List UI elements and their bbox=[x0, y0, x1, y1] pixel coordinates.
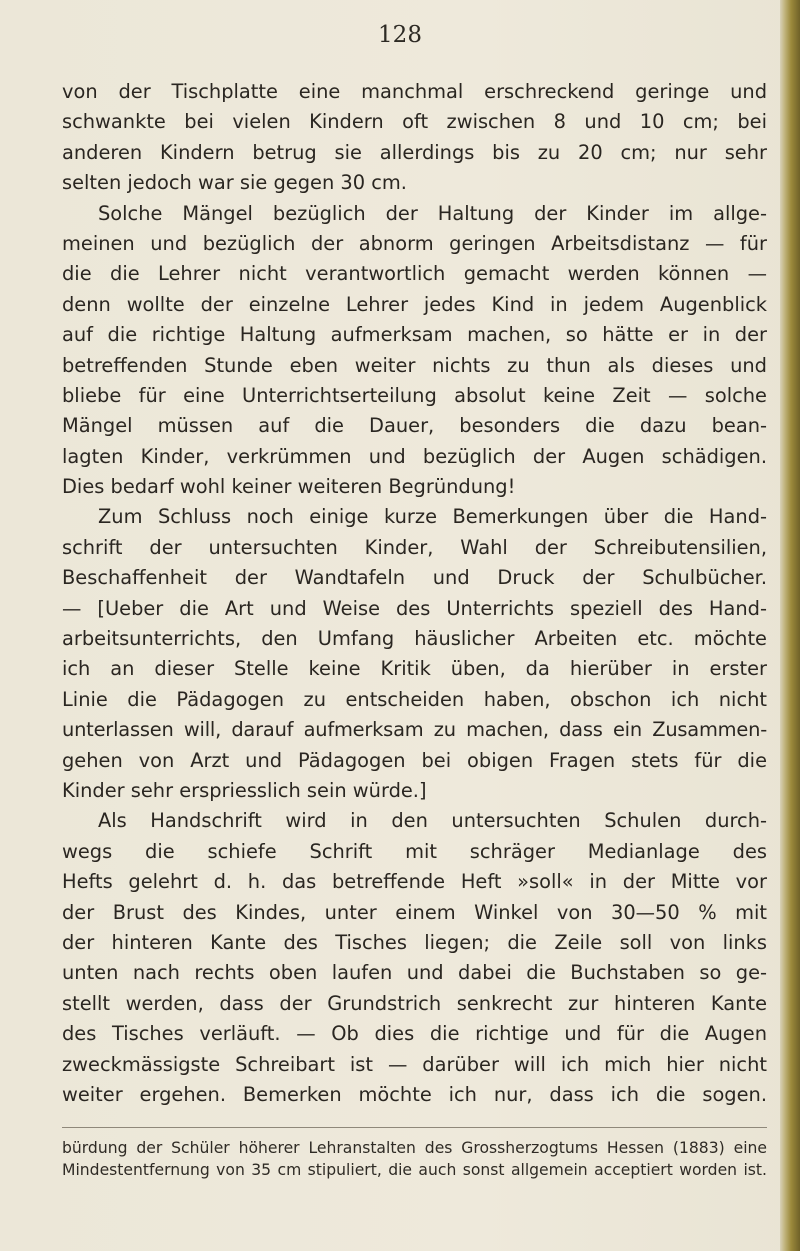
page-edge bbox=[780, 0, 800, 1251]
text-line: der hinteren Kante des Tisches liegen; die Zeile soll von links bbox=[62, 930, 767, 954]
text-line: Mängel müssen auf die Dauer, besonders die dazu bean- bbox=[62, 414, 767, 438]
page-number: 128 bbox=[378, 22, 422, 48]
body-text bbox=[62, 77, 767, 1110]
text-line: unterlassen will, darauf aufmerksam zu machen, dass ein Zusammen- bbox=[62, 718, 767, 742]
text-line: selten jedoch war sie gegen 30 cm. bbox=[62, 171, 407, 195]
text-line: Solche Mängel bezüglich der Haltung der Kinder im allge- bbox=[98, 201, 767, 225]
text-line: wegs die schiefe Schrift mit schräger Medianlage des bbox=[62, 839, 767, 863]
text-line: betreffenden Stunde eben weiter nichts zu thun als dieses und bbox=[62, 353, 767, 377]
text-line: lagten Kinder, verkrümmen und bezüglich der Augen schädigen. bbox=[62, 444, 767, 468]
text-line: stellt werden, dass der Grundstrich senkrecht zur hinteren Kante bbox=[62, 991, 767, 1015]
text-line: anderen Kindern betrug sie allerdings bis zu 20 cm; nur sehr bbox=[62, 140, 767, 164]
text-line: des Tisches verläuft. — Ob dies die richtige und für die Augen bbox=[62, 1022, 767, 1046]
text-line: Als Handschrift wird in den untersuchten Schulen durch- bbox=[98, 809, 767, 833]
text-line: der Brust des Kindes, unter einem Winkel von 30—50 % mit bbox=[62, 900, 767, 924]
text-line: Dies bedarf wohl keiner weiteren Begründung! bbox=[62, 475, 516, 499]
text-line: denn wollte der einzelne Lehrer jedes Kind in jedem Augenblick bbox=[62, 292, 767, 316]
text-line: arbeitsunterrichts, den Umfang häuslicher Arbeiten etc. möchte bbox=[62, 627, 767, 651]
text-line: zweckmässigste Schreibart ist — darüber will ich mich hier nicht bbox=[62, 1052, 767, 1076]
text-line: ich an dieser Stelle keine Kritik üben, da hierüber in erster bbox=[62, 657, 767, 681]
text-line: meinen und bezüglich der abnorm geringen Arbeitsdistanz — für bbox=[62, 231, 767, 255]
footnote-line: Mindestentfernung von 35 cm stipuliert, die auch sonst allgemein acceptiert worden ist. bbox=[62, 1161, 767, 1179]
text-line: Linie die Pädagogen zu entscheiden haben, obschon ich nicht bbox=[62, 687, 767, 711]
text-line: von der Tischplatte eine manchmal erschreckend geringe und bbox=[62, 80, 767, 103]
text-line: gehen von Arzt und Pädagogen bei obigen Fragen stets für die bbox=[62, 748, 767, 772]
footnote bbox=[62, 1137, 767, 1181]
text-line: Kinder sehr erspriesslich sein würde.] bbox=[62, 778, 427, 802]
text-line: Beschaffenheit der Wandtafeln und Druck der Schulbücher. bbox=[62, 566, 767, 590]
text-line: Hefts gelehrt d. h. das betreffende Heft »soll« in der Mitte vor bbox=[62, 870, 767, 894]
text-line: Zum Schluss noch einige kurze Bemerkungen über die Hand- bbox=[98, 505, 767, 529]
text-line: schwankte bei vielen Kindern oft zwischen 8 und 10 cm; bei bbox=[62, 110, 767, 134]
text-line: schrift der untersuchten Kinder, Wahl der Schreibutensilien, bbox=[62, 535, 767, 559]
text-line: weiter ergehen. Bemerken möchte ich nur, dass ich die sogen. bbox=[62, 1082, 767, 1106]
footnote-divider bbox=[62, 1127, 767, 1128]
footnote-line: bürdung der Schüler höherer Lehranstalten des Grossherzogtums Hessen (1883) eine bbox=[62, 1139, 767, 1157]
text-line: bliebe für eine Unterrichtserteilung absolut keine Zeit — solche bbox=[62, 383, 767, 407]
text-line: die die Lehrer nicht verantwortlich gemacht werden können — bbox=[62, 262, 767, 286]
text-line: unten nach rechts oben laufen und dabei die Buchstaben so ge- bbox=[62, 961, 767, 985]
text-line: auf die richtige Haltung aufmerksam machen, so hätte er in der bbox=[62, 323, 767, 347]
text-line: — [Ueber die Art und Weise des Unterrichts speziell des Hand- bbox=[62, 596, 767, 620]
